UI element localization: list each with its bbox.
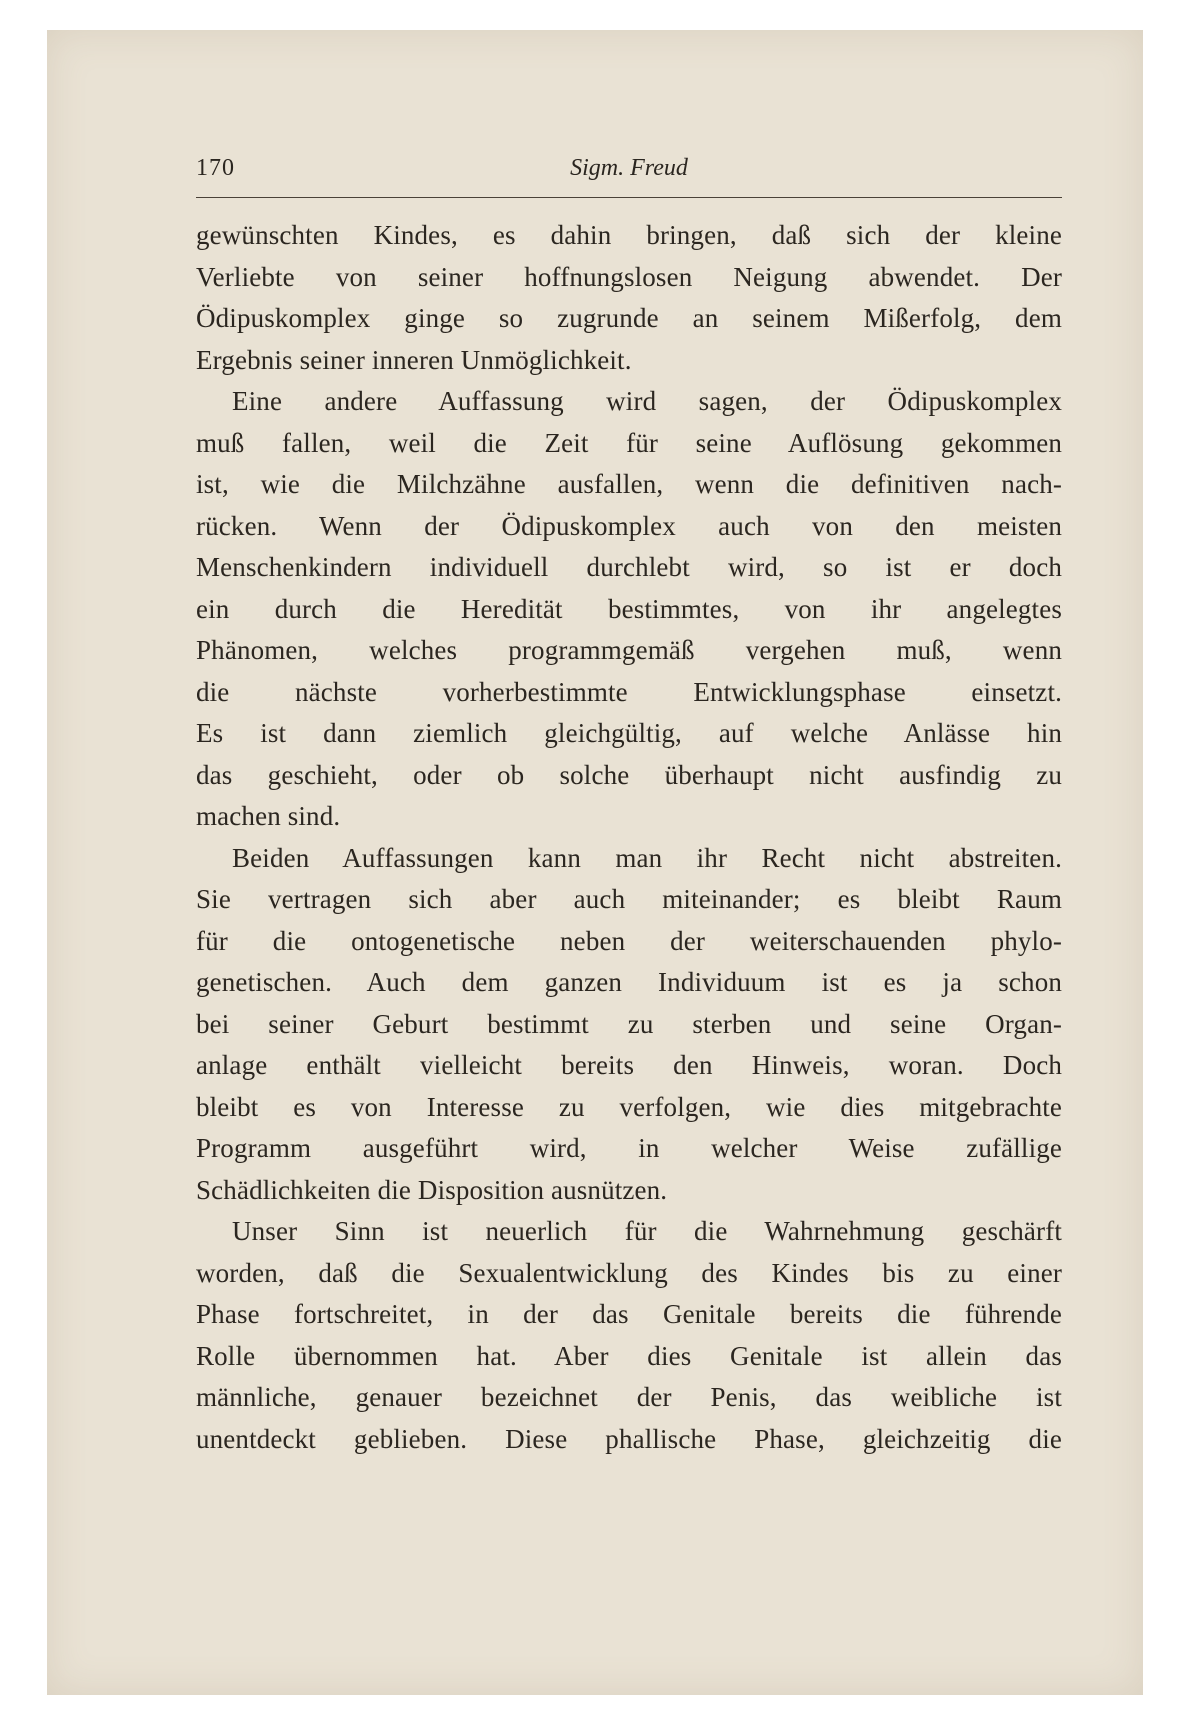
- text-line: Programm ausgeführt wird, in welcher Weise zufällige: [196, 1133, 1062, 1163]
- text-line: männliche, genauer bezeichnet der Penis, das weibliche ist: [196, 1382, 1062, 1412]
- text-line: Ergebnis seiner inneren Unmöglichkeit.: [196, 344, 632, 375]
- text-line: Phase fortschreitet, in der das Genitale bereits die führende: [196, 1299, 1062, 1329]
- text-line: bleibt es von Interesse zu verfolgen, wie dies mitgebrachte: [196, 1091, 1062, 1122]
- running-head: Sigm. Freud: [570, 155, 688, 181]
- text-line: ein durch die Heredität bestimmtes, von ihr angelegtes: [196, 593, 1062, 624]
- text-line: für die ontogenetische neben der weiterschauenden phylo-: [196, 925, 1062, 956]
- paragraph-first-line: Eine andere Auffassung wird sagen, der Ödipuskomplex: [232, 386, 1062, 416]
- page-header: [196, 155, 1062, 185]
- text-line: rücken. Wenn der Ödipuskomplex auch von den meisten: [196, 510, 1062, 541]
- paragraph-first-line: Beiden Auffassungen kann man ihr Recht nicht abstreiten.: [232, 842, 1062, 873]
- text-line: Schädlichkeiten die Disposition ausnützen.: [196, 1174, 668, 1205]
- header-rule: [196, 197, 1062, 198]
- text-line: gewünschten Kindes, es dahin bringen, daß sich der kleine: [196, 220, 1062, 250]
- text-line: die nächste vorherbestimmte Entwicklungsphase einsetzt.: [196, 676, 1062, 707]
- text-line: Ödipuskomplex ginge so zugrunde an seinem Mißerfolg, dem: [196, 303, 1062, 333]
- text-line: das geschieht, oder ob solche überhaupt nicht ausfindig zu: [196, 759, 1062, 790]
- text-line: Menschenkindern individuell durchlebt wird, so ist er doch: [196, 552, 1062, 582]
- paragraph-first-line: Unser Sinn ist neuerlich für die Wahrnehmung geschärft: [232, 1216, 1062, 1246]
- text-line: Es ist dann ziemlich gleichgültig, auf welche Anlässe hin: [196, 718, 1062, 748]
- text-line: Verliebte von seiner hoffnungslosen Neigung abwendet. Der: [196, 261, 1062, 292]
- body-text: [196, 215, 1062, 1460]
- text-line: Phänomen, welches programmgemäß vergehen muß, wenn: [196, 635, 1062, 665]
- book-page: [196, 0, 1062, 1725]
- text-line: Sie vertragen sich aber auch miteinander; es bleibt Raum: [196, 884, 1062, 914]
- text-line: worden, daß die Sexualentwicklung des Kindes bis zu einer: [196, 1257, 1062, 1288]
- text-line: unentdeckt geblieben. Diese phallische Phase, gleichzeitig die: [196, 1423, 1062, 1454]
- text-line: genetischen. Auch dem ganzen Individuum ist es ja schon: [196, 967, 1062, 997]
- text-line: bei seiner Geburt bestimmt zu sterben und seine Organ-: [196, 1008, 1062, 1039]
- text-line: anlage enthält vielleicht bereits den Hinweis, woran. Doch: [196, 1050, 1062, 1080]
- text-line: muß fallen, weil die Zeit für seine Auflösung gekommen: [196, 427, 1062, 458]
- text-line: machen sind.: [196, 801, 341, 831]
- page-number: 170: [196, 155, 235, 181]
- text-line: ist, wie die Milchzähne ausfallen, wenn die definitiven nach-: [196, 469, 1062, 499]
- text-line: Rolle übernommen hat. Aber dies Genitale ist allein das: [196, 1340, 1062, 1371]
